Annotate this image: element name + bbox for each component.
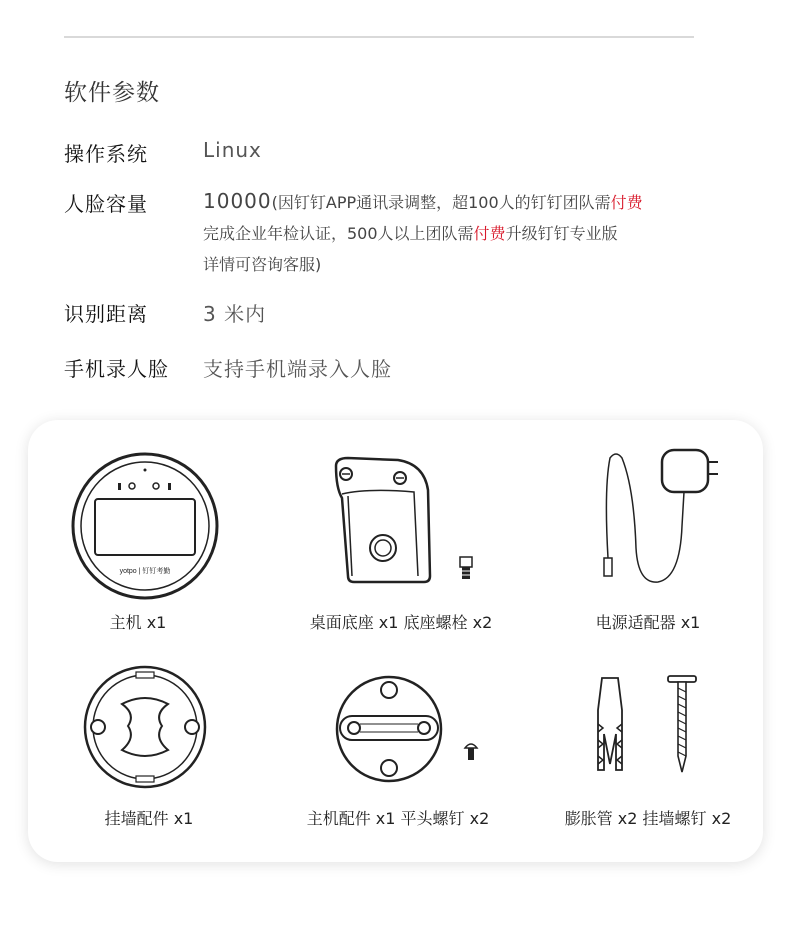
device-icon [70,456,220,596]
section-title: 软件参数 [64,80,160,106]
caption-desk-stand: 桌面底座 x1 底座螺栓 x2 [309,613,493,632]
caption-anchors-screws: 膨胀管 x2 挂墙螺钉 x2 [564,809,732,828]
top-divider [64,36,694,38]
caption-host: 主机 x1 [109,613,167,632]
caption-wall-mount: 挂墙配件 x1 [104,809,194,828]
capacity-note-1: (因钉钉APP通讯录调整，超100人的钉钉团队需 [271,193,611,212]
flat-screw-icon [464,742,478,762]
capacity-note-3: 升级钉钉专业版 [505,224,618,243]
bolt-icon [458,556,474,582]
spec-value: Linux [203,138,262,162]
caption-adapter: 电源适配器 x1 [595,613,701,632]
spec-value [203,186,723,280]
capacity-note-4: 详情可咨询客服) [203,255,322,274]
wall-mount-icon [82,664,208,790]
host-bracket-icon [334,674,444,784]
spec-value: 支持手机端录入人脸 [203,357,392,381]
paid-highlight: 付费 [473,224,506,243]
spec-value: 3 米内 [203,302,267,326]
spec-key: 识别距离 [64,302,148,326]
device-brand-text: yotpo | 钉钉考勤 [119,568,171,575]
paid-highlight: 付费 [610,193,643,212]
spec-key: 人脸容量 [64,192,148,216]
caption-host-bracket: 主机配件 x1 平头螺钉 x2 [306,809,490,828]
spec-key: 操作系统 [64,142,148,166]
power-adapter-icon [598,448,728,588]
package-contents-card [28,420,763,862]
spec-key: 手机录人脸 [64,357,169,381]
capacity-number: 10000 [203,189,272,213]
anchor-screw-icon [594,674,704,774]
capacity-note-2: 完成企业年检认证，500人以上团队需 [203,224,474,243]
